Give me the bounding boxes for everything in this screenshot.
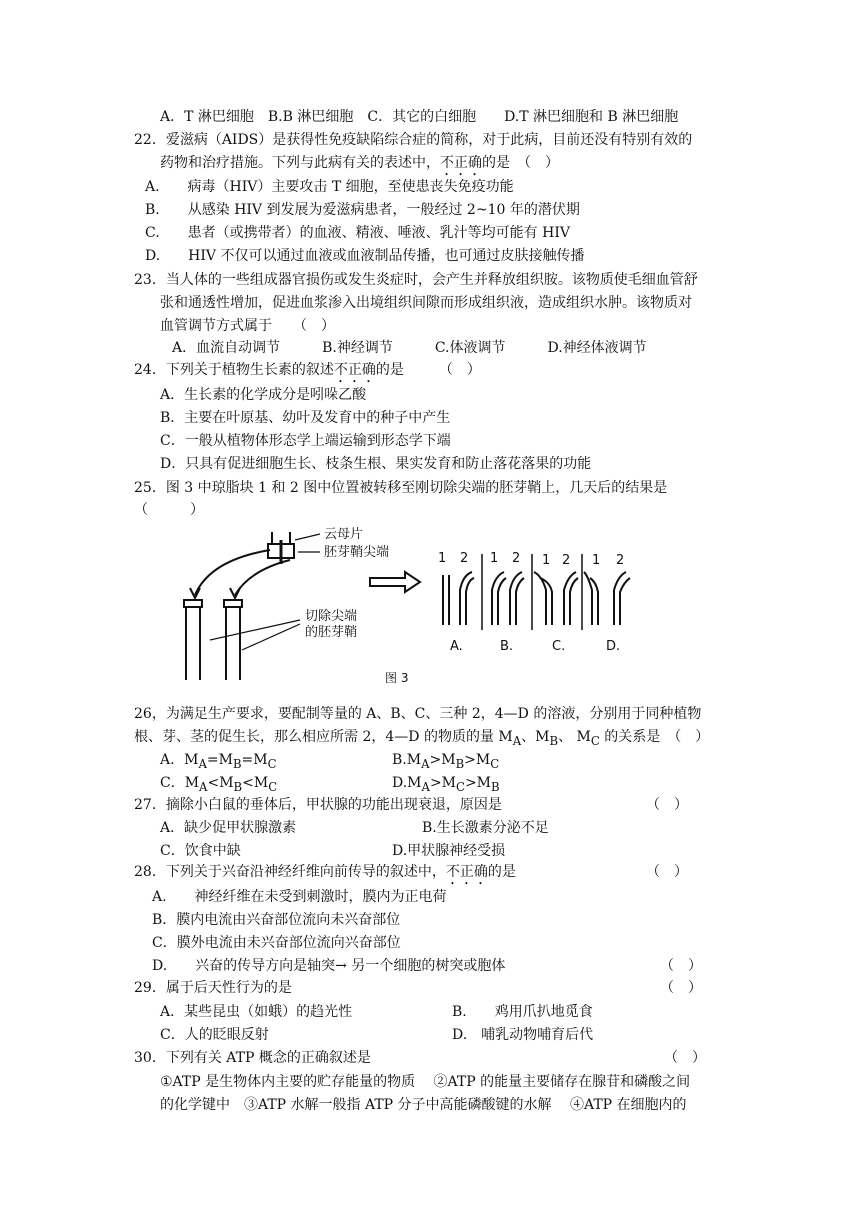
figure-3 [180, 520, 650, 690]
q24-option-b: B．主要在叶原基、幼叶及发育中的种子中产生 [160, 410, 451, 426]
q28-answer-paren: （ ） [646, 864, 688, 880]
q30-line1: ①ATP 是生物体内主要的贮存能量的物质 ②ATP 的能量主要储存在腺苷和磷酸之间 [160, 1074, 691, 1090]
option-d-label: D. [606, 639, 621, 654]
result-d-2 [614, 572, 630, 625]
q28-option-d: D. 兴奋的传导方向是轴突→ 另一个细胞的树突或胞体 [152, 958, 506, 974]
pointer-cut-right [242, 624, 300, 650]
q29-option-b: B. 鸡用爪扒地觅食 [452, 1004, 593, 1020]
result-d-num1: 1 [592, 553, 601, 568]
q28-option-b: B．膜内电流由兴奋部位流向未兴奋部位 [152, 912, 401, 928]
result-a-1 [443, 575, 449, 625]
q30-answer-paren: （ ） [664, 1050, 706, 1066]
q30-stem: 30．下列有关 ATP 概念的正确叙述是 [134, 1050, 371, 1066]
result-c-num1: 1 [542, 553, 551, 568]
result-b-num1: 1 [490, 551, 499, 566]
agar-block-on-left [184, 600, 202, 607]
q28-stem: 28．下列关于兴奋沿神经纤维向前传导的叙述中，不正确的是 [134, 864, 516, 880]
q22-stem-line1: 22．爱滋病（AIDS）是获得性免疫缺陷综合症的简称，对于此病，目前还没有特别有效的 [134, 132, 693, 148]
result-b-num2: 2 [512, 551, 521, 566]
q26-option-d: $D.M_A>M_C>M_B$ [392, 775, 500, 794]
q26-stem-line2: 根、芽、茎的促生长，那么相应所需 2，4—D 的物质的量 $M_A$、$M_B$、 $M_C$ 的关系是 （ ） [134, 729, 710, 748]
arrow-to-right [235, 560, 290, 595]
label-cut-line1: 切除尖端 [305, 609, 358, 624]
q28-option-c: C．膜外电流由未兴奋部位流向兴奋部位 [152, 935, 401, 951]
agar-block-on-right [224, 600, 242, 607]
q24-option-c: C．一般从植物体形态学上端运输到形态学下端 [160, 433, 451, 449]
q25-stem: 25．图 3 中琼脂块 1 和 2 图中位置被转移至刚切除尖端的胚芽鞘上，几天后的结果是 [134, 480, 668, 496]
result-a-2 [460, 572, 474, 625]
result-c-1 [534, 572, 552, 625]
q27-option-c: C．饮食中缺 [160, 843, 241, 859]
result-arrow [370, 572, 420, 592]
result-a-num2: 2 [460, 551, 469, 566]
q23-stem-line1: 23．当人体的一些组成器官损伤或发生炎症时，会产生并释放组织胺。该物质使毛细血管舒 [134, 272, 698, 288]
emphasis-not-correct: 不正确 [333, 362, 376, 378]
label-mica: 云母片 [324, 527, 364, 542]
q22-option-b: B. 从感染 HIV 到发展为爱滋病患者，一般经过 2~10 年的潜伏期 [145, 202, 580, 218]
q24-option-d: D．只具有促进细胞生长、枝条生根、果实发育和防止落花落果的功能 [160, 456, 592, 472]
q27-option-d: D.甲状腺神经受损 [392, 843, 506, 859]
q24-stem: 24．下列关于植物生长素的叙述不正确的是 （ ） [134, 362, 481, 378]
arrowhead-right [230, 588, 240, 598]
q29-option-d: D. 哺乳动物哺育后代 [452, 1027, 594, 1043]
q28-option-a: A. 神经纤维在未受到刺激时，膜内为正电荷 [152, 889, 447, 905]
q29-option-c: C．人的眨眼反射 [160, 1027, 269, 1043]
option-b-label: B. [500, 639, 514, 654]
q29-stem: 29．属于后天性行为的是 [134, 980, 292, 996]
q22-option-a: A. 病毒（HIV）主要攻击 T 细胞，至使患丧失免疫功能 [145, 179, 514, 195]
q26-option-c: C．$M_A<M_B<M_C$ [160, 775, 278, 794]
emphasis-not-correct: 不正确 [440, 155, 482, 171]
q22-stem-line2: 药物和治疗措施。下列与此病有关的表述中，不正确的是 （ ） [160, 155, 559, 171]
option-a-label: A. [450, 639, 463, 654]
q23-options: A．血流自动调节 B.神经调节 C.体液调节 D.神经体液调节 [172, 340, 647, 356]
label-cut-line2: 的胚芽鞘 [305, 625, 358, 640]
result-a-num1: 1 [438, 551, 447, 566]
q25-answer-paren: （ ） [134, 502, 204, 518]
result-b-2 [510, 572, 524, 625]
q24-option-a: A．生长素的化学成分是吲哚乙酸 [160, 387, 367, 403]
q23-stem-line2: 张和通透性增加，促进血浆渗入出境组织间隙而形成组织液，造成组织水肿。该物质对 [160, 295, 692, 311]
q21-options: A．T 淋巴细胞 B.B 淋巴细胞 C．其它的白细胞 D.T 淋巴细胞和 B 淋巴细胞 [160, 109, 679, 125]
result-d-1 [584, 572, 598, 625]
pointer-mica [295, 534, 320, 540]
q23-stem-line3: 血管调节方式属于 （ ） [160, 318, 335, 334]
q30-line2: 的化学键中 ③ATP 水解一般指 ATP 分子中高能磷酸键的水解 ④ATP 在细胞内的 [160, 1097, 687, 1113]
result-c-num2: 2 [562, 553, 571, 568]
option-c-label: C. [552, 639, 566, 654]
q27-stem: 27．摘除小白鼠的垂体后，甲状腺的功能出现衰退，原因是 [134, 797, 502, 813]
result-d-num2: 2 [616, 553, 625, 568]
coleoptile-left [186, 606, 200, 680]
q22-option-c: C. 患者（或携带者）的血液、精液、唾液、乳汁等均可能有 HIV [145, 225, 570, 241]
q26-option-a: A．$M_A=M_B=M_C$ [160, 752, 277, 771]
q27-option-b: B.生长激素分泌不足 [422, 820, 549, 836]
label-tip: 胚芽鞘尖端 [324, 545, 390, 560]
emphasis-not-correct: 不正确 [445, 864, 488, 880]
figure-caption: 图 3 [385, 671, 409, 685]
q27-option-a: A．缺少促甲状腺激素 [160, 820, 297, 836]
q28-extra-paren: （ ） [660, 958, 702, 974]
q29-answer-paren: （ ） [660, 980, 702, 996]
q22-option-d: D. HIV 不仅可以通过血液或血液制品传播，也可通过皮肤接触传播 [145, 248, 585, 264]
q26-option-b: $B.M_A>M_B>M_C$ [392, 752, 500, 771]
q26-stem-line1: 26，为满足生产要求，要配制等量的 A、B、C、三种 2，4—D 的溶液，分别用于同种植物 [134, 706, 702, 722]
result-b-1 [492, 572, 506, 625]
result-c-2 [564, 572, 578, 625]
q27-answer-paren: （ ） [646, 797, 688, 813]
q29-option-a: A．某些昆虫（如蛾）的趋光性 [160, 1004, 353, 1020]
coleoptile-right [226, 606, 240, 680]
